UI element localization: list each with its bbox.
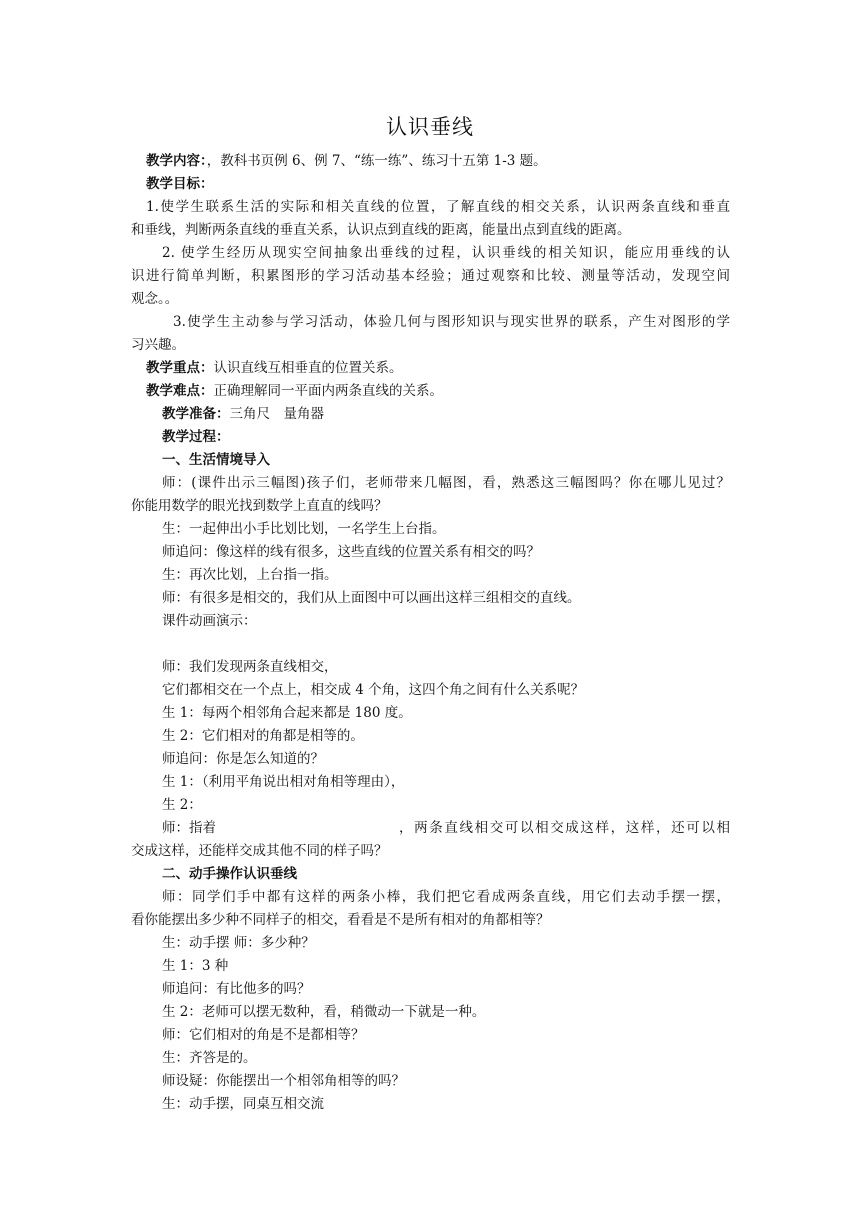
section-2-line-10: 生：动手摆，同桌互相交流 (162, 1096, 324, 1112)
preparation (162, 403, 324, 425)
section-2-line-3: 生：动手摆 师：多少种？ (162, 935, 315, 951)
objective-1-line-2: 和垂线，判断两条直线的垂直关系，认识点到直线的距离，能量出点到直线的距离。 (131, 222, 631, 238)
section-2-line-8: 生：齐答是的。 (162, 1050, 257, 1066)
section-2-line-4: 生 1：3 种 (162, 958, 229, 974)
section-1-line-6: 师：有很多是相交的，我们从上面图中可以画出这样三组相交的直线。 (162, 590, 581, 606)
objective-3-line-2: 习兴趣。 (131, 337, 185, 353)
section-2-line-2: 看你能摆出多少种不同样子的相交，看看是不是所有相对的角都相等？ (131, 912, 550, 928)
key-point-label: 教学重点： (146, 360, 214, 376)
objective-1-line-1: 1.使学生联系生活的实际和相关直线的位置，了解直线的相交关系，认识两条直线和垂直 (146, 199, 730, 215)
objectives-label: 教学目标： (146, 176, 214, 192)
teaching-content-label: 教学内容： (146, 153, 207, 169)
section-1-line-1: 师：(课件出示三幅图)孩子们，老师带来几幅图，看，熟悉这三幅图吗？你在哪儿见过？ (162, 475, 730, 491)
key-point (146, 357, 403, 379)
section-1-line-11: 生 2：它们相对的角都是相等的。 (162, 728, 364, 744)
section-2-line-1: 师：同学们手中都有这样的两条小棒，我们把它看成两条直线，用它们去动手摆一摆， (162, 889, 730, 905)
section-1-line-15b: ，两条直线相交可以相交成这样，这样，还可以相 (399, 820, 730, 836)
teaching-content (146, 150, 547, 172)
section-1-line-3: 生：一起伸出小手比划比划，一名学生上台指。 (162, 521, 446, 537)
key-point-text: 认识直线互相垂直的位置关系。 (213, 360, 403, 376)
teaching-content-text: ，教科书页例 6、例 7、“练一练”、练习十五第 1-3 题。 (206, 153, 547, 169)
section-1-line-15a: 师：指着 (162, 820, 216, 836)
section-1-line-9: 它们都相交在一个点上，相交成 4 个角，这四个角之间有什么关系呢？ (162, 682, 585, 698)
section-2-heading: 二、动手操作认识垂线 (162, 866, 297, 882)
section-1-line-12: 师追问：你是怎么知道的？ (162, 751, 324, 767)
section-1-line-7: 课件动画演示： (162, 613, 257, 629)
section-1-heading: 一、生活情境导入 (162, 452, 270, 468)
objective-2-line-1: 2. 使学生经历从现实空间抽象出垂线的过程，认识垂线的相关知识，能应用垂线的认 (162, 245, 730, 261)
section-1-line-4: 师追问：像这样的线有很多，这些直线的位置关系有相交的吗？ (162, 544, 540, 560)
section-1-line-10: 生 1：每两个相邻角合起来都是 180 度。 (162, 705, 412, 721)
difficulty-text: 正确理解同一平面内两条直线的关系。 (213, 383, 443, 399)
section-1-line-16: 交成这样，还能样交成其他不同的样子吗？ (131, 843, 388, 859)
section-1-line-8: 师：我们发现两条直线相交， (162, 659, 338, 675)
section-2-line-9: 师设疑：你能摆出一个相邻角相等的吗？ (162, 1073, 405, 1089)
section-2-line-6: 生 2：老师可以摆无数种，看，稍微动一下就是一种。 (162, 1004, 486, 1020)
objective-3-line-1: 3.使学生主动参与学习活动，体验几何与图形知识与现实世界的联系，产生对图形的学 (173, 314, 730, 330)
section-1-line-13: 生 1：（利用平角说出相对角相等理由）， (162, 774, 405, 790)
section-1-line-5: 生：再次比划，上台指一指。 (162, 567, 338, 583)
process-label: 教学过程： (162, 429, 230, 445)
section-2-line-5: 师追问：有比他多的吗？ (162, 981, 311, 997)
preparation-text: 三角尺 量角器 (229, 406, 324, 422)
difficulty (146, 380, 443, 402)
difficulty-label: 教学难点： (146, 383, 214, 399)
preparation-label: 教学准备： (162, 406, 230, 422)
section-1-line-2: 你能用数学的眼光找到数学上直直的线吗？ (131, 498, 388, 514)
objective-2-line-2: 识进行简单判断，积累图形的学习活动基本经验；通过观察和比较、测量等活动，发现空间 (131, 268, 730, 284)
objective-2-line-3: 观念。。 (131, 291, 179, 307)
section-1-line-14: 生 2： (162, 797, 202, 813)
document-title: 认识垂线 (386, 115, 474, 139)
section-2-line-7: 师：它们相对的角是不是都相等？ (162, 1027, 365, 1043)
